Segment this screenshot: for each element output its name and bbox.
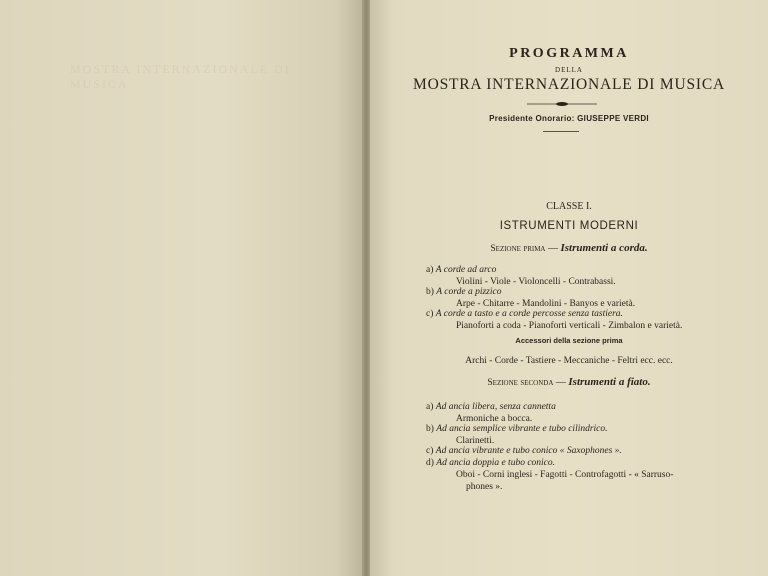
- list-item-detail: Oboi - Corni inglesi - Fagotti - Controfagotti - « Sarruso-: [456, 470, 674, 480]
- list-item-label: a) A corde ad arco: [426, 265, 497, 275]
- page-title: PROGRAMMA: [509, 46, 629, 61]
- accessories-items: Archi - Corde - Tastiere - Meccaniche - Feltri ecc. ecc.: [465, 356, 673, 366]
- section-one-heading: [370, 242, 768, 254]
- list-item-label: b) Ad ancia semplice vibrante e tubo cilindrico.: [426, 424, 608, 434]
- ornament-divider: [527, 101, 597, 107]
- list-item-detail: Violini - Viole - Violoncelli - Contrabassi.: [456, 277, 616, 287]
- honorary-president: Presidente Onorario: GIUSEPPE VERDI: [489, 114, 649, 123]
- class-title: ISTRUMENTI MODERNI: [499, 220, 639, 232]
- section-two-heading: [370, 376, 768, 388]
- left-page: [0, 0, 366, 576]
- page-subtitle: MOSTRA INTERNAZIONALE DI MUSICA: [413, 76, 725, 93]
- bleed-through-text: MOSTRA INTERNAZIONALE DI MUSICA: [70, 62, 291, 91]
- section-two-dash: —: [553, 377, 569, 388]
- class-heading: CLASSE I.: [546, 201, 592, 212]
- section-one-title: Istrumenti a corda.: [560, 242, 648, 254]
- title-della: DELLA: [555, 66, 583, 74]
- list-item-detail: Armoniche a bocca.: [456, 414, 533, 424]
- section-one-label: Sezione prima: [490, 244, 546, 254]
- list-item-detail-continued: phones ».: [466, 482, 503, 492]
- short-rule: [543, 131, 579, 132]
- section-two-label: Sezione seconda: [487, 378, 554, 388]
- list-item-label: b) A corde a pizzico: [426, 287, 502, 297]
- list-item-detail: Pianoforti a coda - Pianoforti verticali - Zimbalon e varietà.: [456, 321, 683, 331]
- list-item-label: c) A corde a tasto e a corde percosse senza tastiera.: [426, 309, 623, 319]
- list-item-detail: Arpe - Chitarre - Mandolini - Banyos e varietà.: [456, 299, 636, 309]
- list-item-detail: Clarinetti.: [456, 436, 495, 446]
- list-item-label: c) Ad ancia vibrante e tubo conico « Saxophones ».: [426, 446, 622, 456]
- section-one-dash: —: [545, 243, 561, 254]
- list-item-label: a) Ad ancia libera, senza cannetta: [426, 402, 556, 412]
- section-two-title: Istrumenti a fiato.: [568, 376, 651, 388]
- list-item-label: d) Ad ancia doppia e tubo conico.: [426, 458, 556, 468]
- accessories-heading: Accessori della sezione prima: [515, 336, 623, 345]
- right-page: [370, 0, 768, 576]
